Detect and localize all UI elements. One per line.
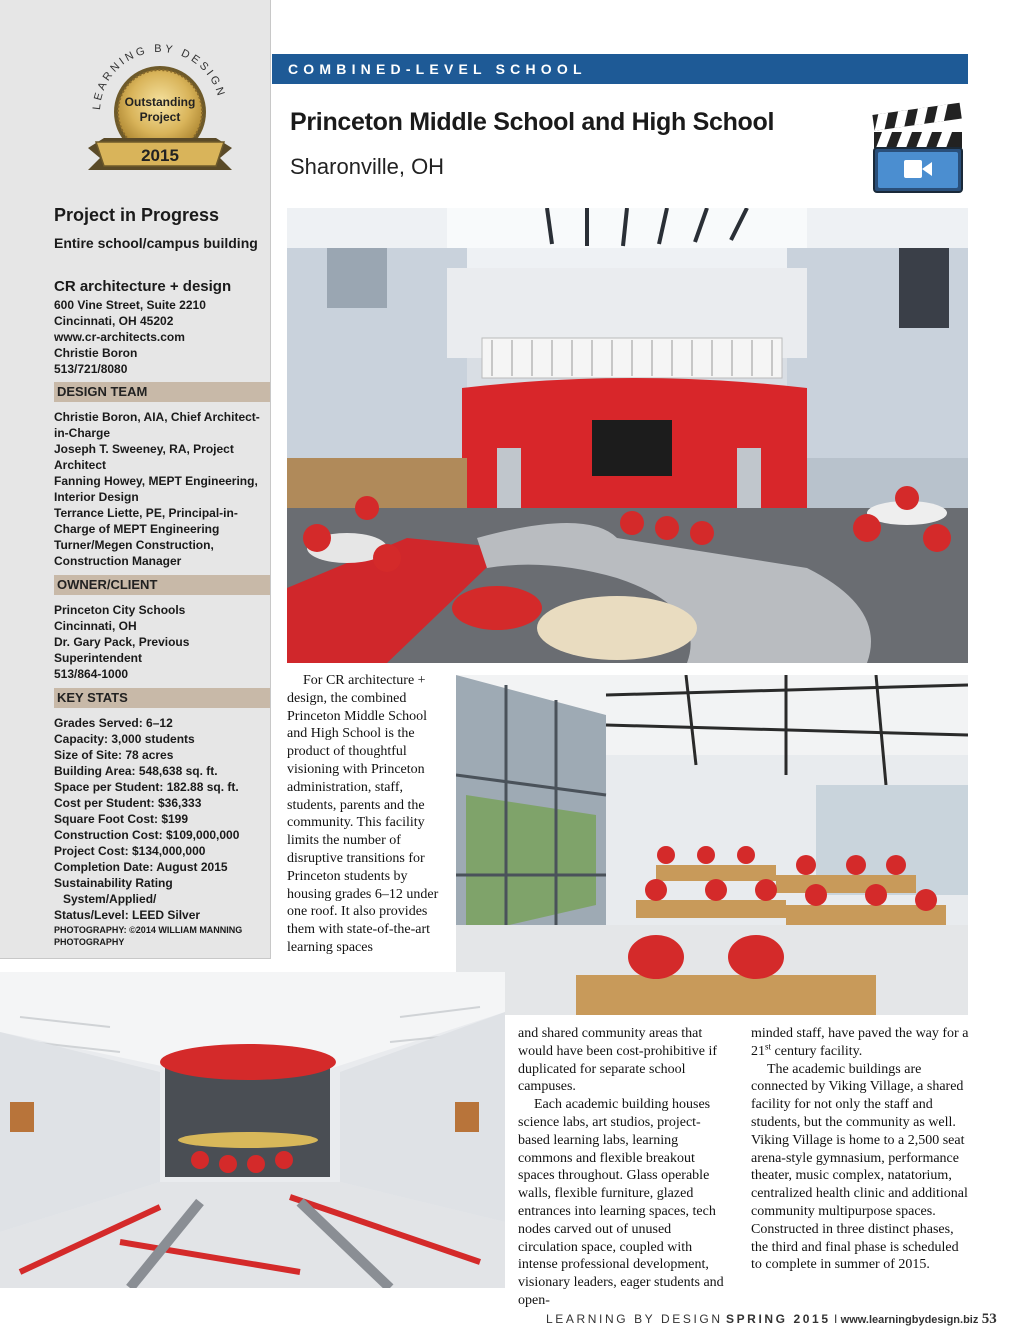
- list-item: Cincinnati, OH: [54, 619, 137, 633]
- page-title: Princeton Middle School and High School: [290, 108, 775, 136]
- list-item: Grades Served: 6–12: [54, 716, 173, 730]
- list-item: Sustainability Rating System/Applied/ Status/Level: LEED Silver: [54, 876, 201, 922]
- article-paragraph: Each academic building houses science labs, art studios, project-based learning labs, learning commons and flexible breakout spaces throughout. Glass operable walls, flexible furniture, glazed entrances into learning spaces, tech nodes carved out of unused circulation space, coupled with intense professional development, visionary leaders, eager students and open-: [518, 1097, 724, 1308]
- list-item: Completion Date: August 2015: [54, 860, 228, 874]
- article-column-3: [751, 1025, 969, 1274]
- list-item: Terrance Liette, PE, Principal-in- Charge of MEPT Engineering: [54, 506, 238, 536]
- design-team-list: [54, 409, 264, 569]
- project-status-heading: Project in Progress: [54, 205, 220, 225]
- owner-client-label: OWNER/CLIENT: [54, 575, 270, 595]
- list-item: 513/864-1000: [54, 667, 129, 681]
- list-item: Fanning Howey, MEPT Engineering, Interior Design: [54, 474, 258, 504]
- list-item: Square Foot Cost: $199: [54, 812, 189, 826]
- list-item: Christie Boron, AIA, Chief Architect- in-Charge: [54, 410, 260, 440]
- badge-arc-text: LEARNING BY DESIGN: [90, 42, 228, 111]
- category-label: COMBINED-LEVEL SCHOOL: [288, 61, 587, 77]
- list-item: Project Cost: $134,000,000: [54, 844, 206, 858]
- list-item: Construction Cost: $109,000,000: [54, 828, 240, 842]
- list-item: Size of Site: 78 acres: [54, 748, 174, 762]
- firm-city: Cincinnati, OH 45202: [54, 314, 174, 328]
- classroom-photo: [456, 675, 968, 1015]
- key-stats-list: [54, 715, 264, 923]
- list-item: Princeton City Schools: [54, 603, 186, 617]
- location: Sharonville, OH: [290, 154, 445, 179]
- page-footer: [546, 1311, 997, 1328]
- key-stats-label: KEY STATS: [54, 688, 270, 708]
- article-paragraph: The academic buildings are connected by Viking Village, a shared facility for not only the staff and students, but the community as well. Viking Village is home to a 2,500 seat arena-style gymnasium, performance theater, music complex, natatorium, centralized health clinic and additional community multipurpose spaces. Constructed in three distinct phases, the third and final phase is scheduled to complete in summer of 2015.: [751, 1061, 968, 1273]
- footer-magazine: LEARNING BY DESIGN: [546, 1312, 723, 1326]
- page-number: 53: [981, 1311, 997, 1327]
- article-paragraph: For CR architecture + design, the combined Princeton Middle School and High School is the product of thoughtful visioning with Princeton administration, staff, students, parents and the community. This facility limits the number of disruptive transitions for Princeton students by housing grades 6–12 under one roof. It also provides them with state-of-the-art learning spaces: [287, 673, 439, 955]
- design-team-label: DESIGN TEAM: [54, 382, 270, 402]
- list-item: Space per Student: 182.88 sq. ft.: [54, 780, 239, 794]
- article-column-1: [287, 672, 447, 957]
- firm-phone: 513/721/8080: [54, 362, 128, 376]
- footer-website-link[interactable]: www.learningbydesign.biz: [840, 1314, 979, 1326]
- firm-website: www.cr-architects.com: [54, 330, 185, 344]
- corridor-photo: [0, 972, 505, 1288]
- article-column-2: [518, 1025, 732, 1310]
- firm-contact-name: Christie Boron: [54, 346, 138, 360]
- article-paragraph: minded staff, have paved the way for a 21st century facility.: [751, 1026, 969, 1059]
- article-paragraph: and shared community areas that would have been cost-prohibitive if duplicated for separate school campuses.: [518, 1026, 718, 1095]
- list-item: Building Area: 548,638 sq. ft.: [54, 764, 218, 778]
- badge-year: 2015: [141, 146, 179, 165]
- firm-address: 600 Vine Street, Suite 2210: [54, 298, 206, 312]
- video-clapperboard-icon[interactable]: [870, 96, 966, 196]
- outstanding-project-badge: [70, 30, 250, 190]
- badge-line2: Project: [139, 110, 181, 124]
- list-item: Turner/Megen Construction, Construction Manager: [54, 538, 214, 568]
- project-scope: Entire school/campus building: [54, 235, 258, 251]
- photo-credit: PHOTOGRAPHY: ©2014 WILLIAM MANNING PHOTOGRAPHY: [54, 925, 243, 947]
- footer-separator: I: [833, 1312, 838, 1326]
- firm-contact: [54, 297, 260, 377]
- list-item: Capacity: 3,000 students: [54, 732, 195, 746]
- list-item: Cost per Student: $36,333: [54, 796, 202, 810]
- category-bar: [272, 54, 968, 84]
- footer-issue: SPRING 2015: [725, 1312, 831, 1326]
- firm-name: CR architecture + design: [54, 278, 232, 295]
- badge-line1: Outstanding: [124, 95, 196, 109]
- list-item: Joseph T. Sweeney, RA, Project Architect: [54, 442, 234, 472]
- commons-atrium-photo: [287, 208, 968, 663]
- list-item: Dr. Gary Pack, Previous Superintendent: [54, 635, 190, 665]
- owner-client-list: [54, 602, 264, 682]
